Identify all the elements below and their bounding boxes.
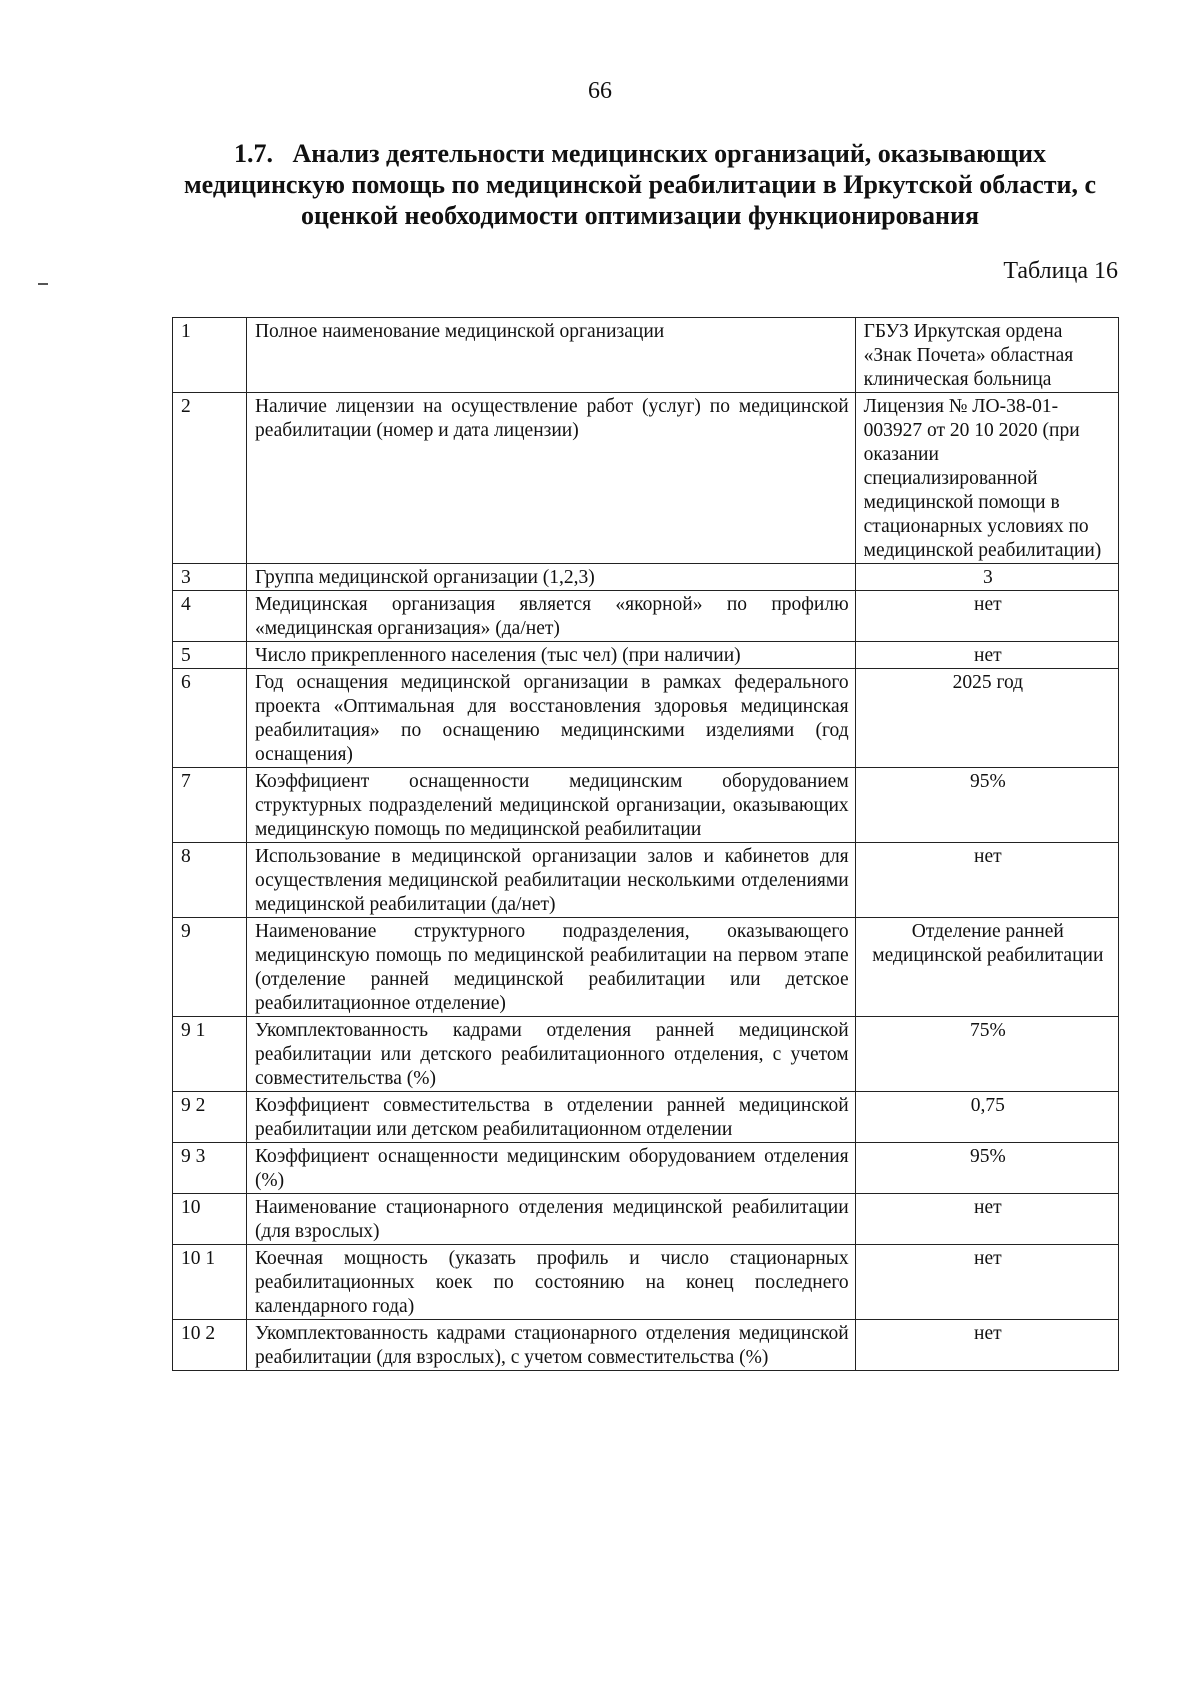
page-number: 66 <box>588 78 612 104</box>
value-cell: нет <box>855 642 1118 669</box>
table-row <box>173 1017 1119 1092</box>
table-row <box>173 1320 1119 1371</box>
value-cell: нет <box>855 591 1118 642</box>
table-row <box>173 642 1119 669</box>
value-cell: 3 <box>855 564 1118 591</box>
parameter-cell: Число прикрепленного населения (тыс чел) (при наличии) <box>246 642 855 669</box>
data-table <box>172 317 1119 1371</box>
value-cell: 2025 год <box>855 669 1118 768</box>
parameter-cell: Полное наименование медицинской организации <box>246 318 855 393</box>
table-row <box>173 843 1119 918</box>
table-row <box>173 918 1119 1017</box>
section-title: 1.7. Анализ деятельности медицинских организаций, оказывающих медицинскую помощь по медицинской реабилитации в Иркутской области, с оценкой необходимости оптимизации функционирования <box>183 139 1097 230</box>
row-number-cell: 3 <box>173 564 247 591</box>
parameter-cell: Коечная мощность (указать профиль и число стационарных реабилитационных коек по состоянию на конец последнего календарного года) <box>246 1245 855 1320</box>
value-cell: нет <box>855 1245 1118 1320</box>
row-number-cell: 6 <box>173 669 247 768</box>
table-row <box>173 564 1119 591</box>
table-row <box>173 591 1119 642</box>
table-row <box>173 1194 1119 1245</box>
parameter-cell: Коэффициент оснащенности медицинским оборудованием структурных подразделений медицинской организации, оказывающих медицинскую помощь по медицинской реабилитации <box>246 768 855 843</box>
row-number-cell: 10 <box>173 1194 247 1245</box>
value-cell: 95% <box>855 768 1118 843</box>
table-row <box>173 669 1119 768</box>
row-number-cell: 1 <box>173 318 247 393</box>
table-row <box>173 1245 1119 1320</box>
table-row <box>173 318 1119 393</box>
row-number-cell: 5 <box>173 642 247 669</box>
value-cell: 95% <box>855 1143 1118 1194</box>
parameter-cell: Год оснащения медицинской организации в рамках федерального проекта «Оптимальная для восстановления здоровья медицинская реабилитация» по оснащению медицинскими изделиями (год оснащения) <box>246 669 855 768</box>
scan-mark <box>38 283 48 285</box>
parameter-cell: Наличие лицензии на осуществление работ (услуг) по медицинской реабилитации (номер и дата лицензии) <box>246 393 855 564</box>
parameter-cell: Медицинская организация является «якорной» по профилю «медицинская организация» (да/нет) <box>246 591 855 642</box>
table-row <box>173 768 1119 843</box>
parameter-cell: Коэффициент совместительства в отделении ранней медицинской реабилитации или детском реабилитационном отделении <box>246 1092 855 1143</box>
table-row <box>173 393 1119 564</box>
value-cell: Отделение ранней медицинской реабилитации <box>855 918 1118 1017</box>
value-cell: Лицензия № ЛО-38-01-003927 от 20 10 2020 (при оказании специализированной медицинской помощи в стационарных условиях по медицинской реабилитации) <box>855 393 1118 564</box>
value-cell: 75% <box>855 1017 1118 1092</box>
parameter-cell: Укомплектованность кадрами отделения ранней медицинской реабилитации или детского реабилитационного отделения, с учетом совместительства (%) <box>246 1017 855 1092</box>
row-number-cell: 9 3 <box>173 1143 247 1194</box>
parameter-cell: Группа медицинской организации (1,2,3) <box>246 564 855 591</box>
table-row <box>173 1143 1119 1194</box>
row-number-cell: 10 2 <box>173 1320 247 1371</box>
parameter-cell: Наименование стационарного отделения медицинской реабилитации (для взрослых) <box>246 1194 855 1245</box>
value-cell: нет <box>855 1194 1118 1245</box>
row-number-cell: 7 <box>173 768 247 843</box>
parameter-cell: Использование в медицинской организации залов и кабинетов для осуществления медицинской реабилитации несколькими отделениями медицинской реабилитации (да/нет) <box>246 843 855 918</box>
value-cell: нет <box>855 1320 1118 1371</box>
row-number-cell: 8 <box>173 843 247 918</box>
table-caption: Таблица 16 <box>1003 258 1118 284</box>
row-number-cell: 4 <box>173 591 247 642</box>
row-number-cell: 10 1 <box>173 1245 247 1320</box>
parameter-cell: Укомплектованность кадрами стационарного отделения медицинской реабилитации (для взрослых), с учетом совместительства (%) <box>246 1320 855 1371</box>
row-number-cell: 2 <box>173 393 247 564</box>
row-number-cell: 9 2 <box>173 1092 247 1143</box>
parameter-cell: Наименование структурного подразделения, оказывающего медицинскую помощь по медицинской реабилитации на первом этапе (отделение ранней медицинской реабилитации или детское реабилитационное отделение) <box>246 918 855 1017</box>
table-row <box>173 1092 1119 1143</box>
row-number-cell: 9 <box>173 918 247 1017</box>
parameter-cell: Коэффициент оснащенности медицинским оборудованием отделения (%) <box>246 1143 855 1194</box>
value-cell: нет <box>855 843 1118 918</box>
row-number-cell: 9 1 <box>173 1017 247 1092</box>
value-cell: 0,75 <box>855 1092 1118 1143</box>
value-cell: ГБУЗ Иркутская ордена «Знак Почета» областная клиническая больница <box>855 318 1118 393</box>
